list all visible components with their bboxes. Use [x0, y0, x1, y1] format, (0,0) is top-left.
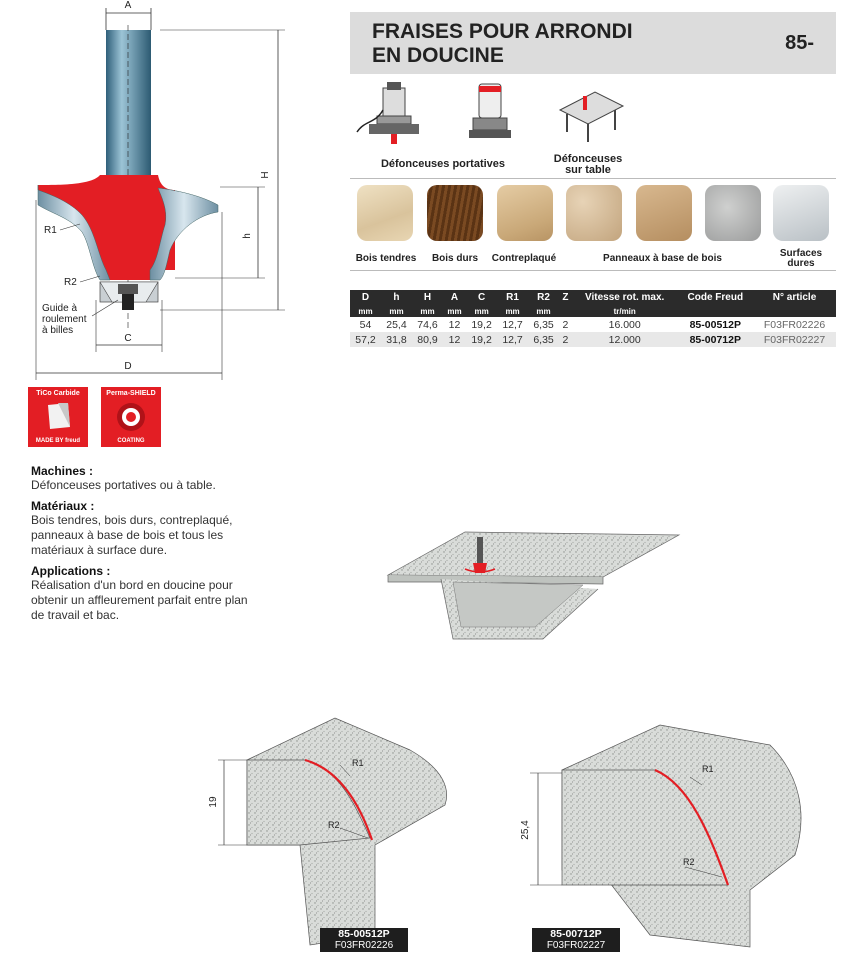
laminate-swatch	[705, 185, 761, 241]
solid-surface-swatch	[773, 185, 829, 241]
profile-illustration-1	[200, 710, 490, 950]
router-table-icon	[555, 82, 625, 144]
shank	[106, 30, 151, 175]
dim-d-label: D	[124, 361, 132, 372]
dim-c-label: C	[124, 333, 132, 344]
profile-2-height: 25,4	[520, 820, 531, 840]
perma-sub: COATING	[117, 438, 145, 444]
applications-text-2: obtenir un affleurement parfait entre plan	[31, 593, 248, 607]
applications-heading: Applications :	[31, 564, 111, 578]
table-row: 57,2 31,8 80,9 12 19,2 12,7 6,35 2 12.000 85-00712P F03FR02227	[350, 332, 836, 347]
portable-router-icon	[355, 80, 425, 145]
table-header-row: D h H A C R1 R2 Z Vitesse rot. max. Code Freud N° article	[350, 290, 836, 305]
profile-1-code-label: 85-00512P F03FR02226	[320, 928, 408, 952]
material-label-softwood: Bois tendres	[355, 253, 417, 264]
material-label-hardwood: Bois durs	[431, 253, 479, 264]
trim-router-icon	[463, 80, 518, 145]
info-block	[31, 464, 291, 623]
profile-1-r2: R2	[328, 820, 340, 830]
page-title: FRAISES POUR ARRONDI EN DOUCINE	[372, 20, 633, 67]
applications-text-1: Réalisation d'un bord en doucine pour	[31, 578, 233, 592]
particleboard-swatch	[566, 185, 622, 241]
spec-table	[350, 290, 836, 347]
tico-sub: MADE BY freud	[35, 438, 81, 444]
dim-small-h-label: h	[242, 233, 253, 239]
profile-2-code-label: 85-00712P F03FR02227	[532, 928, 620, 952]
softwood-swatch	[357, 185, 413, 241]
mdf-swatch	[636, 185, 692, 241]
page-number: 85-	[785, 32, 814, 54]
shield-starburst-icon	[115, 401, 147, 433]
bearing-label-2: roulement	[42, 314, 87, 325]
table-units-row: mm mm mm mm mm mm mm tr/min	[350, 305, 836, 317]
profile-1-r1: R1	[352, 758, 364, 768]
tico-carbide-badge	[28, 387, 88, 447]
bearing-label-3: à billes	[42, 325, 74, 336]
materials-text-3: matériaux à surface dure.	[31, 543, 168, 557]
r2-label: R2	[64, 277, 77, 288]
profile-2-r2: R2	[683, 857, 695, 867]
carbide-tooth-icon	[44, 401, 72, 431]
materials-heading: Matériaux :	[31, 499, 95, 513]
materials-text-2: panneaux à base de bois et tous les	[31, 528, 224, 542]
dim-big-h-label: H	[260, 171, 271, 179]
machines-heading: Machines :	[31, 464, 94, 478]
profile-1-height: 19	[208, 796, 219, 808]
applications-text-3: de travail et bac.	[31, 608, 120, 622]
table-row: 54 25,4 74,6 12 19,2 12,7 6,35 2 16.000 85-00512P F03FR02226	[359, 318, 826, 331]
machine-label-table: Défonceuses sur table	[553, 153, 623, 176]
dim-a-label: A	[124, 0, 132, 11]
separator	[350, 178, 836, 179]
machine-label-portable: Défonceuses portatives	[380, 158, 506, 170]
plywood-swatch	[497, 185, 553, 241]
material-label-panels: Panneaux à base de bois	[603, 253, 722, 264]
profile-illustration-2	[510, 705, 840, 950]
material-label-plywood: Contreplaqué	[491, 253, 557, 264]
material-label-solid-surface: Surfaces dures	[779, 248, 823, 269]
profile-2-r1: R1	[702, 764, 714, 774]
separator	[350, 270, 836, 271]
machines-text: Défonceuses portatives ou à table.	[31, 478, 216, 492]
tico-title: TiCo Carbide	[36, 390, 80, 397]
hardwood-swatch	[427, 185, 483, 241]
materials-text-1: Bois tendres, bois durs, contreplaqué,	[31, 513, 233, 527]
title-box	[350, 12, 836, 74]
r1-label: R1	[44, 225, 57, 236]
perma-title: Perma-SHIELD	[106, 390, 156, 397]
countertop-sink-illustration	[383, 527, 683, 647]
perma-shield-badge	[101, 387, 161, 447]
router-bit-diagram	[0, 0, 300, 380]
bearing-label-1: Guide à	[42, 303, 78, 314]
